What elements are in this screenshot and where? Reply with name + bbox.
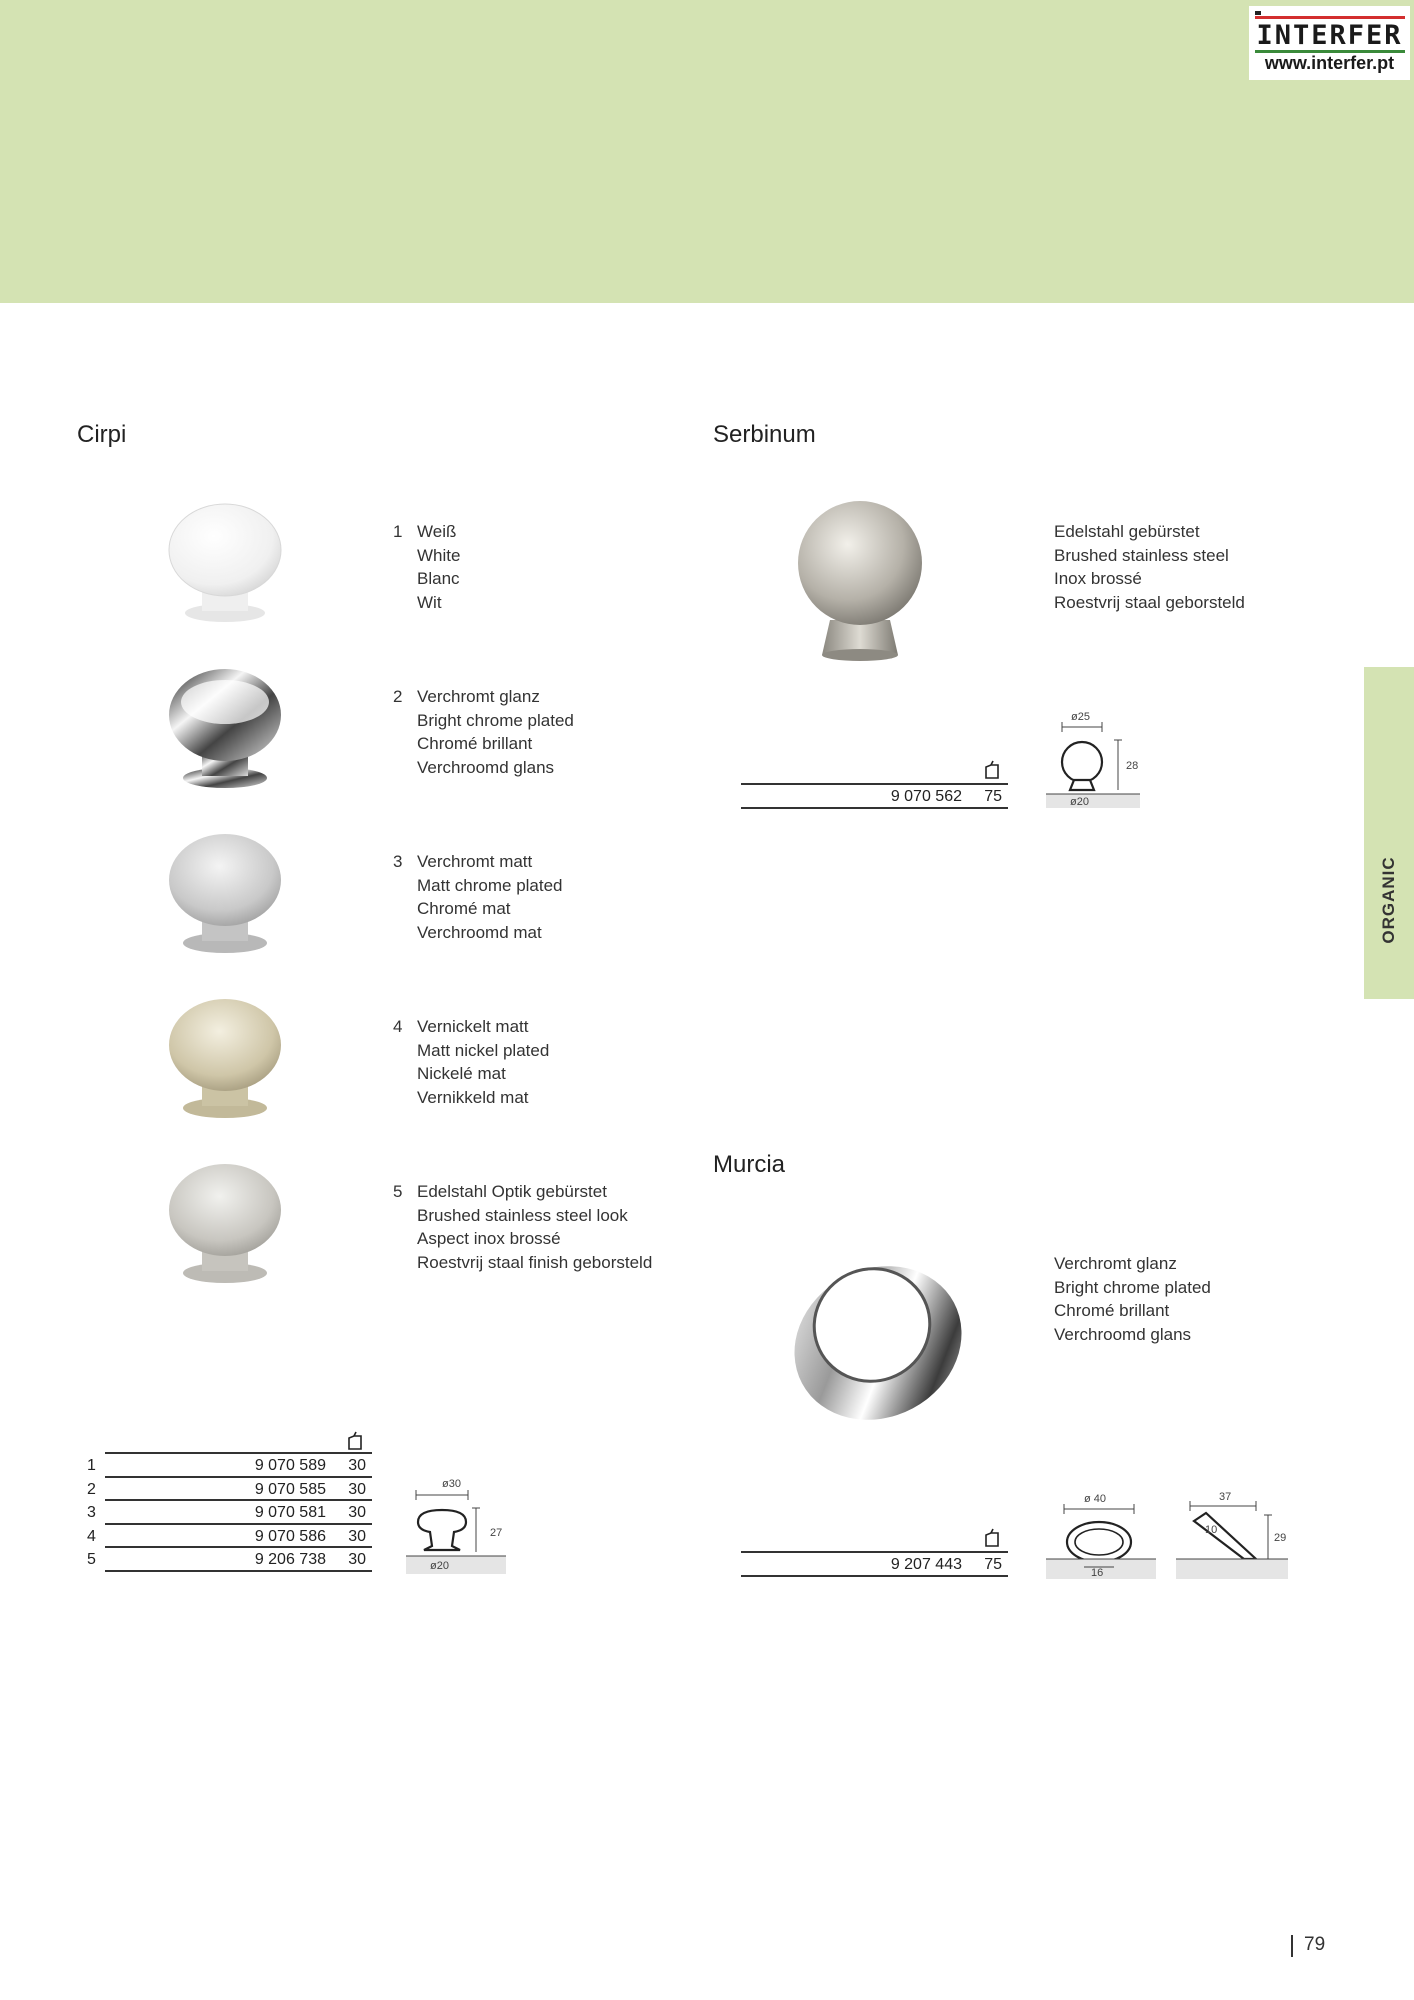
finish-nl: Verchroomd glans [1054,1324,1192,1344]
variant-fr: Nickelé mat [417,1064,506,1083]
knob-image-matt-chrome [160,825,290,960]
logo-stripe-red [1255,16,1405,19]
finish-fr: Inox brossé [1054,569,1142,588]
brand-url[interactable]: www.interfer.pt [1264,53,1395,73]
pack-quantity: 30 [348,1457,366,1474]
variant-fr: Aspect inox brossé [417,1229,561,1248]
table-row [87,1501,372,1525]
article-number: 9 070 562 [890,788,962,805]
knob-image-matt-nickel [160,990,290,1125]
row-index: 4 [87,1527,96,1545]
dim-height: 29 [1274,1532,1287,1544]
package-icon [983,760,1001,780]
dim-base: 16 [1091,1567,1104,1579]
finish-nl: Roestvrij staal geborsteld [1054,592,1245,612]
serbinum-dimension-drawing [1044,706,1144,810]
knob-image-bright-chrome [160,660,290,795]
cirpi-variant-3 [393,850,563,944]
serbinum-article-table [741,783,1008,809]
variant-number: 3 [393,852,403,871]
dim-height: 28 [1126,760,1139,772]
dim-base-diameter: ø20 [430,1560,449,1572]
variant-fr: Chromé brillant [417,734,533,753]
finish-de: Edelstahl gebürstet [1054,522,1200,541]
finish-fr: Chromé brillant [1054,1301,1170,1320]
dim-height: 27 [490,1527,503,1539]
brand-name: INTERFER [1256,20,1403,51]
variant-de: Verchromt glanz [417,687,540,706]
pack-quantity: 75 [984,788,1002,805]
variant-en: Matt chrome plated [417,875,563,895]
header-banner [0,0,1414,303]
dim-length: 37 [1219,1491,1232,1503]
variant-de: Vernickelt matt [417,1017,529,1036]
cirpi-variant-4 [393,1015,550,1109]
variant-en: Bright chrome plated [417,710,574,730]
pack-quantity: 30 [348,1504,366,1521]
finish-de: Verchromt glanz [1054,1254,1177,1273]
variant-number: 2 [393,687,403,706]
pack-quantity: 75 [984,1556,1002,1573]
variant-de: Edelstahl Optik gebürstet [417,1182,607,1201]
article-number: 9 206 738 [254,1551,326,1568]
variant-fr: Chromé mat [417,899,511,918]
variant-nl: Vernikkeld mat [417,1087,529,1107]
finish-en: Brushed stainless steel [1054,545,1229,565]
table-row [741,1553,1008,1577]
variant-number: 1 [393,522,403,541]
variant-fr: Blanc [417,569,460,588]
murcia-article-table [741,1551,1008,1577]
table-row [87,1454,372,1478]
article-number: 9 207 443 [890,1556,962,1573]
page-number: 79 [1304,1934,1326,1955]
dim-thickness: 10 [1205,1524,1218,1536]
category-tab[interactable] [1364,667,1414,999]
variant-en: Matt nickel plated [417,1040,550,1060]
variant-nl: Verchroomd glans [417,757,555,777]
dim-top-diameter: ø30 [442,1478,461,1490]
cirpi-dimension-drawing [404,1470,508,1580]
variant-nl: Verchroomd mat [417,922,542,942]
cirpi-article-table [87,1452,372,1572]
article-number: 9 070 589 [254,1457,326,1474]
cirpi-variant-5 [393,1180,653,1274]
knob-image-serbinum [790,495,930,670]
murcia-finish [1054,1252,1211,1346]
article-number: 9 070 586 [254,1527,326,1545]
variant-number: 5 [393,1182,403,1201]
row-index: 1 [87,1457,96,1474]
murcia-dimension-drawing [1044,1485,1296,1581]
variant-de: Verchromt matt [417,852,533,871]
category-tab-label: ORGANIC [1379,856,1398,944]
row-index: 2 [87,1480,96,1498]
table-row [87,1548,372,1572]
page-number-divider [1291,1935,1293,1957]
package-icon [983,1528,1001,1548]
article-number: 9 070 585 [254,1480,326,1498]
cirpi-variant-1 [393,520,461,614]
pack-quantity: 30 [348,1527,366,1545]
serbinum-title: Serbinum [713,421,816,448]
logo-dot [1255,11,1261,15]
row-index: 3 [87,1504,96,1521]
knob-image-murcia [760,1225,980,1430]
variant-en: White [417,545,461,565]
cirpi-variant-2 [393,685,574,779]
variant-en: Brushed stainless steel look [417,1205,628,1225]
finish-en: Bright chrome plated [1054,1277,1211,1297]
dim-diameter: ø 40 [1084,1493,1107,1505]
dim-base-diameter: ø20 [1070,796,1089,808]
serbinum-finish [1054,520,1245,614]
cirpi-title: Cirpi [77,421,127,448]
table-row [87,1478,372,1502]
variant-nl: Roestvrij staal finish geborsteld [417,1252,653,1272]
murcia-title: Murcia [713,1151,786,1178]
table-row [741,785,1008,809]
article-number: 9 070 581 [254,1504,326,1521]
pack-quantity: 30 [348,1551,366,1568]
table-row [87,1525,372,1549]
variant-number: 4 [393,1017,403,1036]
dim-top-diameter: ø25 [1071,711,1090,723]
row-index: 5 [87,1551,96,1568]
knob-image-white [160,495,290,630]
brand-logo[interactable] [1249,6,1410,80]
variant-nl: Wit [417,592,442,612]
pack-quantity: 30 [348,1480,366,1498]
package-icon [346,1431,364,1451]
variant-de: Weiß [417,522,457,541]
knob-image-stainless-look [160,1155,290,1290]
